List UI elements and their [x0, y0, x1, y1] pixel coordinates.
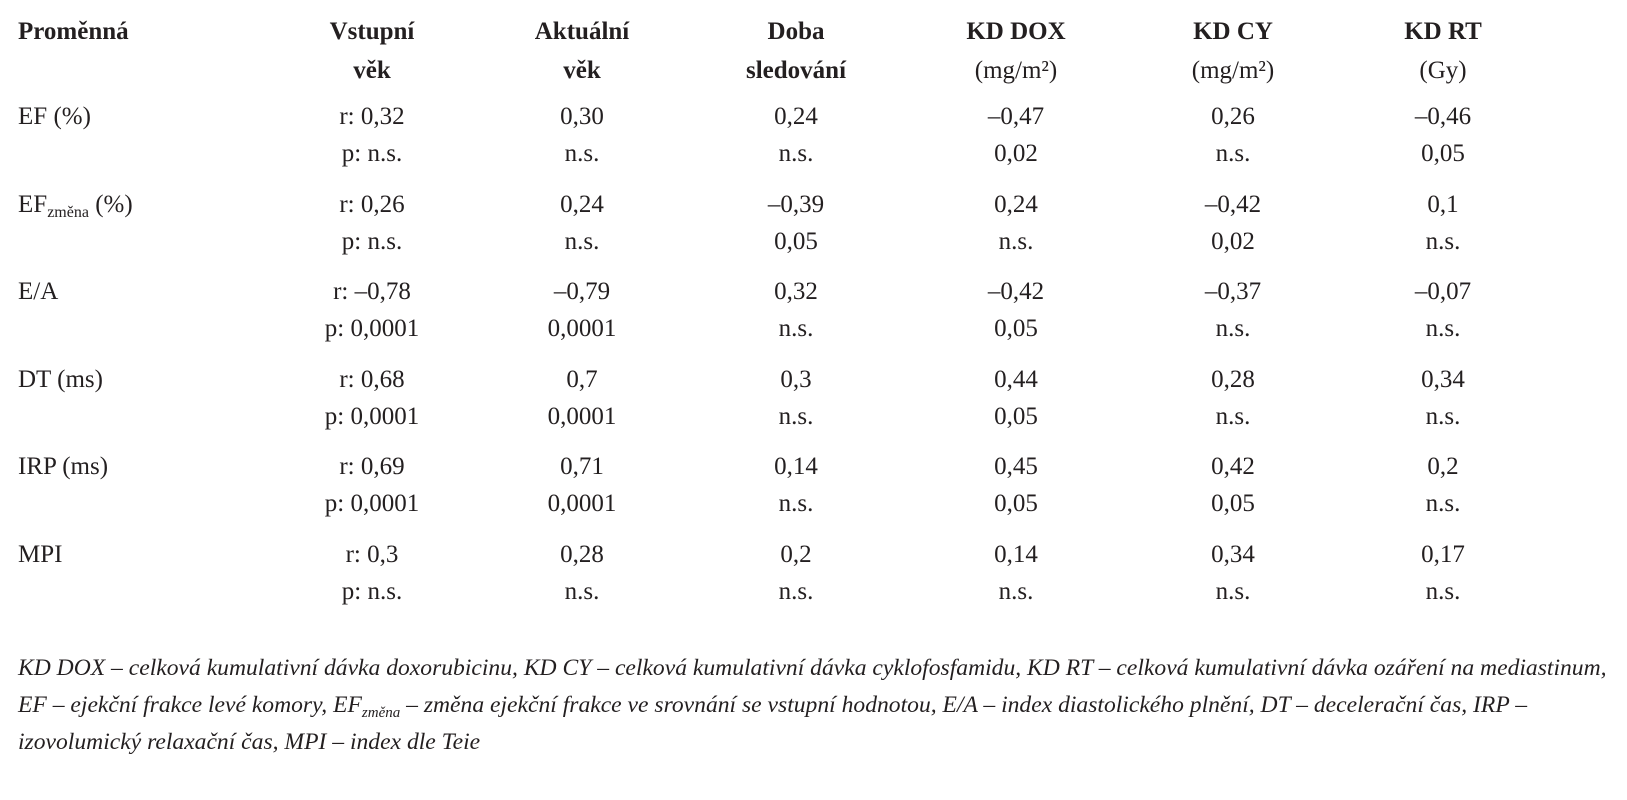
table-cell-r-value: –0,47 — [987, 103, 1045, 130]
header-kd-rt — [1404, 12, 1482, 90]
header-current-age — [535, 12, 629, 90]
table-cell-r-value: 0,14 — [994, 541, 1038, 568]
table-cell-p-value: p: 0,0001 — [324, 403, 420, 430]
variable-name: IRP (ms) — [18, 453, 109, 480]
table-cell-p-value: 0,05 — [994, 403, 1038, 430]
variable-name: EF — [18, 103, 48, 130]
header-follow-up — [746, 12, 846, 90]
table-cell-p-value: 0,0001 — [547, 490, 617, 517]
table-cell-r-value: –0,39 — [767, 191, 825, 218]
table-cell-r-value: 0,24 — [560, 191, 604, 218]
table-cell-p-value: n.s. — [1215, 403, 1251, 430]
table-cell-p-value: 0,0001 — [547, 315, 617, 342]
table-row-variable — [18, 362, 103, 398]
header-kd-dox-unit: (mg/m²) — [974, 57, 1058, 84]
table-cell-p-value: n.s. — [778, 490, 814, 517]
table-cell-p-value: n.s. — [1425, 315, 1461, 342]
variable-name: E/A — [18, 278, 59, 305]
table-cell-p-value: n.s. — [1215, 315, 1251, 342]
table-cell-r-value: 0,32 — [774, 278, 818, 305]
header-kd-dox-line1: KD DOX — [966, 18, 1066, 45]
variable-unit: (%) — [88, 191, 133, 218]
table-cell-p-value: 0,0001 — [547, 403, 617, 430]
table-cell-p-value: 0,05 — [1211, 490, 1255, 517]
table-cell-p-value: n.s. — [778, 315, 814, 342]
table-cell-r-value: 0,1 — [1427, 191, 1459, 218]
table-cell-r-value: –0,42 — [987, 278, 1045, 305]
table-cell-p-value: n.s. — [1425, 490, 1461, 517]
table-cell-p-value: n.s. — [1425, 578, 1461, 605]
table-cell-p-value: n.s. — [998, 578, 1034, 605]
table-cell-r-value: 0,17 — [1421, 541, 1465, 568]
table-cell-r-value: 0,34 — [1211, 541, 1255, 568]
header-current-age-line1: Aktuální — [534, 18, 630, 45]
table-cell-p-value: n.s. — [1215, 578, 1251, 605]
header-follow-up-line2: sledování — [745, 57, 847, 84]
table-cell-r-value: r: 0,69 — [339, 453, 405, 480]
header-kd-cy-unit: (mg/m²) — [1191, 57, 1275, 84]
table-cell-r-value: 0,71 — [560, 453, 604, 480]
header-follow-up-line1: Doba — [767, 18, 825, 45]
table-cell-r-value: 0,28 — [1211, 366, 1255, 393]
table-cell-r-value: 0,44 — [994, 366, 1038, 393]
table-cell-r-value: r: –0,78 — [333, 278, 411, 305]
table-cell-r-value: 0,7 — [566, 366, 598, 393]
header-entry-age-line1: Vstupní — [329, 18, 415, 45]
table-cell-p-value: n.s. — [564, 140, 600, 167]
table-cell-p-value: p: n.s. — [341, 578, 403, 605]
table-footnote — [18, 650, 1618, 761]
table-cell-p-value: n.s. — [998, 228, 1034, 255]
table-cell-p-value: n.s. — [778, 140, 814, 167]
table-cell-r-value: 0,42 — [1211, 453, 1255, 480]
table-cell-p-value: 0,02 — [1211, 228, 1255, 255]
table-cell-r-value: –0,42 — [1204, 191, 1262, 218]
table-cell-p-value: n.s. — [778, 403, 814, 430]
table-row-variable — [18, 274, 58, 310]
table-cell-r-value: r: 0,32 — [339, 103, 405, 130]
table-row-variable — [18, 537, 62, 573]
table-cell-p-value: n.s. — [1425, 228, 1461, 255]
variable-name: DT (ms) — [18, 366, 103, 393]
table-cell-r-value: 0,14 — [774, 453, 818, 480]
table-cell-r-value: –0,07 — [1414, 278, 1472, 305]
table-cell-p-value: p: 0,0001 — [324, 490, 420, 517]
table-cell-p-value: n.s. — [1425, 403, 1461, 430]
table-cell-r-value: 0,24 — [994, 191, 1038, 218]
header-current-age-line2: věk — [563, 57, 601, 84]
table-row-variable — [18, 449, 108, 485]
table-cell-r-value: r: 0,26 — [339, 191, 405, 218]
table-cell-r-value: 0,2 — [1427, 453, 1459, 480]
table-cell-r-value: –0,37 — [1204, 278, 1262, 305]
table-row-variable — [18, 187, 133, 223]
header-entry-age-line2: věk — [353, 57, 391, 84]
table-cell-p-value: p: 0,0001 — [324, 315, 420, 342]
table-cell-p-value: 0,05 — [994, 490, 1038, 517]
table-cell-p-value: n.s. — [564, 578, 600, 605]
table-cell-p-value: 0,05 — [994, 315, 1038, 342]
table-cell-p-value: p: n.s. — [341, 140, 403, 167]
table-cell-r-value: –0,79 — [553, 278, 611, 305]
table-cell-p-value: 0,05 — [774, 228, 818, 255]
header-variable — [18, 12, 129, 51]
variable-name: EF — [18, 191, 48, 218]
table-cell-p-value: p: n.s. — [341, 228, 403, 255]
table-cell-r-value: 0,3 — [780, 366, 812, 393]
table-cell-r-value: 0,24 — [774, 103, 818, 130]
table-cell-r-value: 0,34 — [1421, 366, 1465, 393]
table-cell-p-value: n.s. — [1215, 140, 1251, 167]
table-cell-r-value: 0,28 — [560, 541, 604, 568]
table-cell-r-value: 0,2 — [780, 541, 812, 568]
header-variable-label: Proměnná — [18, 18, 129, 45]
header-kd-rt-unit: (Gy) — [1419, 57, 1467, 84]
variable-name: MPI — [18, 541, 63, 568]
header-kd-dox — [966, 12, 1065, 90]
table-cell-p-value: n.s. — [778, 578, 814, 605]
footnote-part1: KD DOX – celková kumulativní dávka doxorubicinu, KD CY – celková kumulativní dávka cyklofosfamidu, KD RT – celková kumulativní dávka ozáření na mediastinum, EF – ejekční frakce levé komory, EF — [18, 655, 1607, 718]
table-cell-p-value: n.s. — [564, 228, 600, 255]
footnote-subscript: změna — [361, 705, 401, 721]
header-kd-cy — [1192, 12, 1274, 90]
table-cell-r-value: r: 0,3 — [345, 541, 399, 568]
table-cell-p-value: 0,05 — [1421, 140, 1465, 167]
table-cell-r-value: r: 0,68 — [339, 366, 405, 393]
variable-subscript: změna — [47, 204, 89, 221]
table-cell-r-value: 0,30 — [560, 103, 604, 130]
header-kd-cy-line1: KD CY — [1193, 18, 1273, 45]
table-cell-r-value: 0,26 — [1211, 103, 1255, 130]
header-entry-age — [330, 12, 415, 90]
header-kd-rt-line1: KD RT — [1404, 18, 1482, 45]
table-cell-p-value: 0,02 — [994, 140, 1038, 167]
table-row-variable — [18, 99, 91, 135]
table-cell-r-value: 0,45 — [994, 453, 1038, 480]
table-cell-r-value: –0,46 — [1414, 103, 1472, 130]
footnote-part2: – změna ejekční frakce ve srovnání se vstupní hodnotou, E/A – index diastolického plnění, DT – decelerační čas, IRP – izovolumický relaxační čas, MPI – index dle Teie — [18, 692, 1528, 755]
variable-unit: (%) — [47, 103, 91, 130]
